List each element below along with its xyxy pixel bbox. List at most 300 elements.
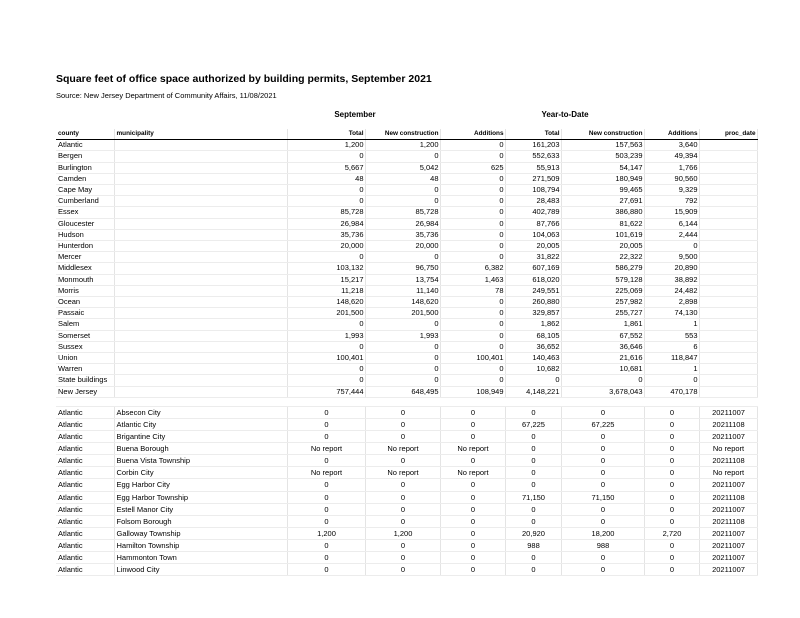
table-cell: 0 [365,341,440,352]
municipality-row [56,418,757,430]
table-cell: 0 [644,552,699,564]
table-cell: 3,678,043 [561,386,644,397]
table-cell: 68,105 [505,330,561,341]
table-cell: Union [56,353,114,364]
table-cell: 0 [561,515,644,527]
table-cell: 24,482 [644,285,699,296]
municipality-body [56,406,757,575]
table-cell [699,319,757,330]
table-cell: 108,949 [440,386,505,397]
table-cell: 0 [644,375,699,386]
table-cell: No report [440,467,505,479]
table-cell: Morris [56,285,114,296]
table-cell: No report [699,467,757,479]
municipality-row [56,527,757,539]
table-cell: Bergen [56,151,114,162]
table-cell: 0 [365,252,440,263]
county-row [56,218,757,229]
table-cell [699,375,757,386]
table-cell: Warren [56,364,114,375]
table-cell: 54,147 [561,162,644,173]
table-cell: 0 [440,218,505,229]
table-cell: 0 [365,455,440,467]
table-cell: 148,620 [287,297,365,308]
table-cell: 0 [440,479,505,491]
table-cell: 0 [287,431,365,443]
table-cell [114,218,287,229]
table-cell: 0 [287,406,365,418]
county-row [56,341,757,352]
table-cell: 0 [287,552,365,564]
table-cell: 0 [287,364,365,375]
table-cell: 0 [365,564,440,576]
county-row [56,196,757,207]
table-cell: 0 [440,552,505,564]
table-cell: 20,920 [505,527,561,539]
table-cell: 0 [561,503,644,515]
table-cell: 0 [644,418,699,430]
county-row [56,140,757,151]
table-cell [114,285,287,296]
table-cell: 1,861 [561,319,644,330]
table-cell [114,207,287,218]
table-cell: 48 [365,173,440,184]
table-cell [699,151,757,162]
table-cell: No report [699,443,757,455]
county-row [56,364,757,375]
table-cell: 99,465 [561,185,644,196]
table-cell: 0 [287,252,365,263]
table-cell: Salem [56,319,114,330]
table-cell: Ocean [56,297,114,308]
table-cell: 988 [505,539,561,551]
table-cell: 20211007 [699,564,757,576]
table-cell: Atlantic [56,539,114,551]
table-cell: Somerset [56,330,114,341]
table-cell: Atlantic [56,443,114,455]
table-cell: 180,949 [561,173,644,184]
table-cell [699,386,757,397]
table-cell: 0 [287,341,365,352]
table-cell: 67,225 [505,418,561,430]
municipality-row [56,564,757,576]
county-row [56,285,757,296]
table-cell: Corbin City [114,467,287,479]
table-cell: 0 [440,241,505,252]
table-cell: No report [287,467,365,479]
county-row [56,162,757,173]
table-cell: 792 [644,196,699,207]
table-cell [114,274,287,285]
table-cell: 157,563 [561,140,644,151]
table-cell: 0 [644,564,699,576]
table-cell: 0 [365,431,440,443]
table-cell: New Jersey [56,386,114,397]
table-cell: 5,042 [365,162,440,173]
table-cell: 0 [440,297,505,308]
table-cell: 260,880 [505,297,561,308]
table-cell: 0 [644,241,699,252]
table-cell: 0 [440,341,505,352]
table-cell: Atlantic [56,515,114,527]
table-cell: 49,394 [644,151,699,162]
table-cell [114,196,287,207]
table-cell: 0 [287,418,365,430]
table-cell: 0 [440,491,505,503]
table-cell: 35,736 [287,229,365,240]
table-cell: 607,169 [505,263,561,274]
table-cell: 0 [440,308,505,319]
table-cell [114,229,287,240]
municipality-row [56,503,757,515]
table-cell: 1,200 [365,527,440,539]
table-cell: 118,847 [644,353,699,364]
table-cell: 0 [365,539,440,551]
table-cell [699,207,757,218]
county-row [56,263,757,274]
table-cell: 2,444 [644,229,699,240]
table-cell: 402,789 [505,207,561,218]
table-cell: Monmouth [56,274,114,285]
table-cell: 67,225 [561,418,644,430]
group-header-september: September [334,110,376,119]
table-cell: 757,444 [287,386,365,397]
table-cell: Passaic [56,308,114,319]
table-cell: 20211108 [699,515,757,527]
table-cell: 100,401 [287,353,365,364]
county-row [56,375,757,386]
county-row [56,252,757,263]
table-cell: 249,551 [505,285,561,296]
table-cell: 20211007 [699,431,757,443]
table-cell: 1 [644,319,699,330]
table-cell: Linwood City [114,564,287,576]
table-cell: 0 [505,479,561,491]
table-cell: 0 [440,185,505,196]
table-cell: 618,020 [505,274,561,285]
table-cell: 0 [561,375,644,386]
table-cell: 255,727 [561,308,644,319]
table-cell: Essex [56,207,114,218]
table-cell: 67,552 [561,330,644,341]
county-row [56,173,757,184]
table-cell [114,353,287,364]
table-cell: 38,892 [644,274,699,285]
table-cell: 20,000 [365,241,440,252]
table-cell: 0 [440,252,505,263]
table-cell: 329,857 [505,308,561,319]
table-cell: 0 [505,375,561,386]
table-cell: Estell Manor City [114,503,287,515]
table-cell: 13,754 [365,274,440,285]
table-cell: 0 [440,375,505,386]
table-cell: 20211108 [699,491,757,503]
table-cell: 0 [644,479,699,491]
table-cell: 90,560 [644,173,699,184]
table-cell: 36,652 [505,341,561,352]
table-cell: 1 [644,364,699,375]
table-cell: 0 [287,455,365,467]
table-cell: 48 [287,173,365,184]
county-row [56,207,757,218]
table-cell [114,173,287,184]
table-cell: 28,483 [505,196,561,207]
table-cell: 1,766 [644,162,699,173]
municipality-row [56,467,757,479]
county-row [56,241,757,252]
table-cell: 0 [365,151,440,162]
table-cell [699,341,757,352]
table-cell: 0 [440,539,505,551]
table-cell: Atlantic [56,455,114,467]
table-cell [114,375,287,386]
table-cell: Atlantic [56,552,114,564]
table-cell: Burlington [56,162,114,173]
table-cell: 0 [287,196,365,207]
table-cell: Atlantic [56,431,114,443]
county-row [56,274,757,285]
table-cell: 20211108 [699,455,757,467]
table-cell: No report [365,467,440,479]
table-cell: 140,463 [505,353,561,364]
table-cell: 0 [440,455,505,467]
table-cell [699,173,757,184]
table-cell: 6 [644,341,699,352]
table-cell: 108,794 [505,185,561,196]
table-cell: 0 [561,552,644,564]
table-cell: 20211007 [699,406,757,418]
table-cell [114,151,287,162]
table-cell: 271,509 [505,173,561,184]
table-cell: Atlantic City [114,418,287,430]
table-cell [114,308,287,319]
table-cell: 0 [440,564,505,576]
group-header-year-to-date: Year-to-Date [541,110,589,119]
table-cell: 35,736 [365,229,440,240]
county-row [56,151,757,162]
table-cell: 625 [440,162,505,173]
table-cell [114,263,287,274]
table-cell: 0 [287,375,365,386]
table-cell: Sussex [56,341,114,352]
table-cell: 0 [287,564,365,576]
table-cell: 0 [505,467,561,479]
table-cell: 31,822 [505,252,561,263]
table-cell: 0 [440,196,505,207]
table-cell: 10,682 [505,364,561,375]
table-cell [699,263,757,274]
county-row [56,297,757,308]
table-cell: 81,622 [561,218,644,229]
table-cell: Hamilton Township [114,539,287,551]
table-cell: 85,728 [365,207,440,218]
table-cell: 1,200 [287,140,365,151]
table-cell: Folsom Borough [114,515,287,527]
table-cell [699,252,757,263]
table-cell: 0 [287,151,365,162]
table-cell [699,364,757,375]
table-cell: 0 [505,515,561,527]
table-cell: 20211007 [699,503,757,515]
table-cell [699,285,757,296]
table-cell: 71,150 [505,491,561,503]
table-cell: 579,128 [561,274,644,285]
table-cell: 1,862 [505,319,561,330]
table-cell [114,364,287,375]
table-cell: Camden [56,173,114,184]
table-cell: 0 [365,196,440,207]
table-cell: 101,619 [561,229,644,240]
table-cell: 0 [561,479,644,491]
table-cell: 87,766 [505,218,561,229]
table-cell: 85,728 [287,207,365,218]
permits-table [56,129,758,576]
table-cell: Mercer [56,252,114,263]
table-cell: 0 [644,503,699,515]
table-cell: Atlantic [56,140,114,151]
table-cell: 0 [365,364,440,375]
table-cell [699,353,757,364]
table-cell: Atlantic [56,564,114,576]
table-cell: 0 [561,564,644,576]
table-cell: 26,984 [365,218,440,229]
table-cell [114,185,287,196]
table-cell: Hunterdon [56,241,114,252]
table-cell: 22,322 [561,252,644,263]
table-cell: 0 [287,515,365,527]
table-cell: 1,463 [440,274,505,285]
table-cell: Buena Borough [114,443,287,455]
table-cell: Middlesex [56,263,114,274]
table-cell: 0 [440,173,505,184]
municipality-row [56,431,757,443]
table-cell: Buena Vista Township [114,455,287,467]
table-cell: 21,616 [561,353,644,364]
table-cell: 100,401 [440,353,505,364]
table-cell: Atlantic [56,418,114,430]
table-cell [699,140,757,151]
table-cell: Egg Harbor City [114,479,287,491]
table-cell: 0 [365,418,440,430]
table-cell [114,241,287,252]
municipality-row [56,491,757,503]
table-cell: State buildings [56,375,114,386]
table-cell: 4,148,221 [505,386,561,397]
table-cell: 11,218 [287,285,365,296]
table-cell: 20,005 [561,241,644,252]
table-cell [114,341,287,352]
county-row [56,185,757,196]
table-cell: 10,681 [561,364,644,375]
table-cell: 0 [365,515,440,527]
table-cell: 0 [365,353,440,364]
table-cell: 0 [505,564,561,576]
table-cell: 36,646 [561,341,644,352]
table-cell: 9,500 [644,252,699,263]
table-cell [699,185,757,196]
table-cell: 1,993 [287,330,365,341]
table-cell: 0 [440,229,505,240]
table-cell: 553 [644,330,699,341]
table-cell: 0 [505,455,561,467]
table-cell: 0 [440,319,505,330]
table-cell: 0 [440,140,505,151]
table-cell: 20211108 [699,418,757,430]
table-cell [114,162,287,173]
table-cell: 0 [440,418,505,430]
county-row [56,330,757,341]
table-cell: 0 [440,406,505,418]
table-cell: 20,890 [644,263,699,274]
table-cell: Atlantic [56,467,114,479]
table-cell [699,274,757,285]
table-cell: Atlantic [56,503,114,515]
table-cell: Hammonton Town [114,552,287,564]
table-cell: 0 [365,319,440,330]
municipality-row [56,455,757,467]
table-cell: 1,200 [287,527,365,539]
table-cell: 0 [365,503,440,515]
table-cell: 0 [440,151,505,162]
col-header-municipality: municipality [114,129,287,140]
table-cell: 0 [440,431,505,443]
table-cell: 20211007 [699,552,757,564]
county-row [56,353,757,364]
table-cell: 0 [505,431,561,443]
table-cell: 55,913 [505,162,561,173]
county-summary-body [56,140,757,398]
county-row [56,386,757,397]
table-cell: 0 [365,406,440,418]
table-cell: 0 [287,319,365,330]
table-cell: 503,239 [561,151,644,162]
col-header-ytd-new-construction: New construction [561,129,644,140]
table-cell: 20211007 [699,479,757,491]
table-cell: Hudson [56,229,114,240]
table-cell: 0 [644,455,699,467]
table-cell [114,386,287,397]
col-header-sep-total: Total [287,129,365,140]
table-cell: 470,178 [644,386,699,397]
table-cell [114,297,287,308]
county-row [56,229,757,240]
table-cell: 96,750 [365,263,440,274]
table-cell [114,319,287,330]
table-cell: 0 [365,552,440,564]
county-row [56,308,757,319]
table-cell: 0 [561,406,644,418]
table-cell: 9,329 [644,185,699,196]
table-cell: 0 [505,503,561,515]
municipality-row [56,539,757,551]
table-cell: Brigantine City [114,431,287,443]
table-cell: 0 [287,185,365,196]
table-cell: 6,382 [440,263,505,274]
table-cell [699,218,757,229]
table-cell [699,196,757,207]
table-cell [114,330,287,341]
table-cell: Cape May [56,185,114,196]
table-cell [699,162,757,173]
table-cell: 648,495 [365,386,440,397]
table-cell: 0 [561,455,644,467]
table-cell: 0 [440,207,505,218]
table-cell: 20,005 [505,241,561,252]
table-cell: No report [440,443,505,455]
municipality-row [56,515,757,527]
table-cell: Gloucester [56,218,114,229]
municipality-row [56,552,757,564]
